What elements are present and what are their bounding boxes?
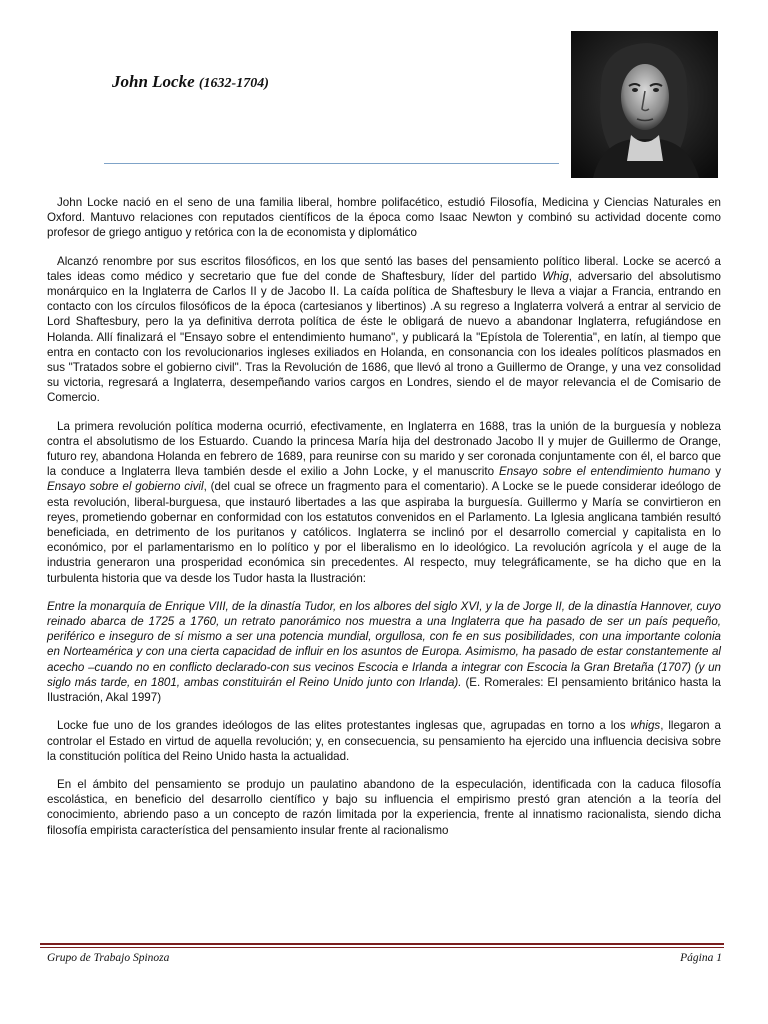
paragraph-p5 bbox=[47, 718, 721, 764]
title-name: John Locke bbox=[112, 72, 199, 91]
john-locke-portrait-icon bbox=[571, 31, 718, 178]
footer-page-number: Página 1 bbox=[680, 952, 722, 964]
footer-divider-thin bbox=[40, 947, 724, 948]
page-title bbox=[112, 72, 269, 92]
text-segment: , llegaron a controlar el Estado en virtud de aquella revolución; y, en consecuencia, su pensamiento ha ejercido una influencia decisiva sobre la constitución política del Reino Unido hasta la actualidad. bbox=[47, 719, 721, 763]
text-segment: , (del cual se ofrece un fragmento para el comentario). A Locke se le puede considerar ideólogo de esta revolución, liberal-burguesa, que instauró libertades a las que aspiraba la burguesía. Guillermo y María se convirtieron en reyes, prometiendo gobernar en conformidad con los estatutos convenidos en el Parlamento. La Iglesia anglicana también resultó beneficiada, en detrimento de los puritanos y católicos. Inglaterra se inclinó por el desarrollo comercial y capitalista en lo económico, por el parlamentarismo en lo político y por el liberalismo en lo ideológico. La revolución agrícola y el auge de la industria generaron una prosperidad económica sin precedentes. Al respecto, muy telegráficamente, se ha dicho que en la turbulenta historia que va desde los Tudor hasta la Ilustración: bbox=[47, 480, 721, 585]
text-segment: (E. Romerales: El pensamiento británico hasta la Ilustración, Akal 1997) bbox=[47, 675, 722, 705]
footer-group-name: Grupo de Trabajo Spinoza bbox=[47, 952, 170, 964]
italic-text-segment: whigs bbox=[630, 719, 661, 733]
text-segment: La primera revolución política moderna ocurrió, efectivamente, en Inglaterra en 1688, tras la unión de la burguesía y nobleza contra el absolutismo de los Estuardo. Cuando la princesa María hija del destronado Jacobo II y mujer de Guillermo de Orange, futuro rey, abandona Holanda en febrero de 1689, para reunirse con su marido y ser coronada conjuntamente con él, el barco que la conduce a Inglaterra lleva también desde el exilio a John Locke, y el manuscrito bbox=[47, 419, 721, 479]
text-segment: , adversario del absolutismo monárquico en la Inglaterra de Carlos II y de Jacobo II. La caída política de Shaftesbury le lleva a viajar a Francia, entrando en contacto con los círculos filosóficos de la época (cartesianos y libertinos) .A su regreso a Inglaterra volverá a entrar al servicio de Lord Shaftesbury, pero la ya definitiva derrota política de éste le obligará de nuevo a abandonar Inglaterra, refugiándose en Holanda. Allí finalizará el "Ensayo sobre el entendimiento humano", y publicará la "Epístola de Tolerentia", en latín, al tiempo que entra en contacto con los revolucionarios ingleses exiliados en Holanda, en consonancia con los ideales políticos plasmados en sus "Tratados sobre el gobierno civil". Tras la Revolución de 1686, que llevó al trono a Guillermo de Orange, y una vez consolidad su victoria, regresará a Inglaterra, desempeñando varios cargos en Londres, siendo el de mayor relevancia el de Comisario de Comercio. bbox=[47, 269, 721, 405]
paragraph-p1 bbox=[47, 195, 721, 241]
title-dates: (1632-1704) bbox=[198, 76, 269, 91]
text-segment: Alcanzó renombre por sus escritos filosóficos, en los que sentó las bases del pensamiento político liberal. Locke se acercó a tales ideas como médico y secretario que fue del conde de Shaftesbury, líder del partido bbox=[47, 254, 721, 283]
footer-divider bbox=[40, 943, 724, 945]
paragraph-p3 bbox=[47, 419, 721, 586]
title-underline bbox=[104, 163, 559, 164]
document-body bbox=[47, 195, 721, 838]
text-segment: John Locke nació en el seno de una familia liberal, hombre polifacético, estudió Filosofía, Medicina y Ciencias Naturales en Oxford. Mantuvo relaciones con reputados científicos de la época como Isaac Newton y combinó su actividad docente como profesor de griego antiguo y retórica con la de economista y diplomático bbox=[47, 196, 721, 240]
italic-text-segment: Whig bbox=[542, 269, 569, 283]
text-segment: Locke fue uno de los grandes ideólogos de las elites protestantes inglesas que, agrupadas en torno a los bbox=[57, 719, 631, 733]
paragraph-p6 bbox=[47, 777, 721, 838]
text-segment: En el ámbito del pensamiento se produjo un paulatino abandono de la especulación, identificada con la caduca filosofía escolástica, en beneficio del desarrollo científico y bajo su influencia el empirismo prestó gran atención a la teoría del conocimiento, abriendo paso a un concepto de razón limitada por la experiencia, frente al innatismo racionalista, siendo dicha filosofía empirista característica del pensamiento insular frente al racionalismo bbox=[47, 777, 721, 837]
italic-text-segment: Ensayo sobre el gobierno civil bbox=[47, 480, 204, 494]
italic-text-segment: Ensayo sobre el entendimiento humano bbox=[498, 465, 711, 479]
text-segment: y bbox=[710, 465, 721, 479]
italic-text-segment: Entre la monarquía de Enrique VIII, de la dinastía Tudor, en los albores del siglo XVI, y la de Jorge II, de la dinastía Hannover, cuyo reinado abarca de 1725 a 1760, un retrato panorámico nos muestra a una Inglaterra que ha pasado de ser un país pequeño, periférico e inseguro de sí mismo a ser una potencia mundial, orgullosa, con fe en sus posibilidades, con una importante colonia en Norteamérica y con una cierta capacidad de influir en los asuntos de Europa. Asimismo, ha pasado de estar constantemente al acecho –cuando no en conflicto declarado-con sus vecinos Escocia e Irlanda a integrar con Escocia la Gran Bretaña (1707) (y un siglo más tarde, en 1801, ambas constituirán el Reino Unido junto con Irlanda). bbox=[47, 599, 721, 689]
paragraph-p2 bbox=[47, 254, 721, 406]
paragraph-p4-quote bbox=[47, 599, 721, 705]
